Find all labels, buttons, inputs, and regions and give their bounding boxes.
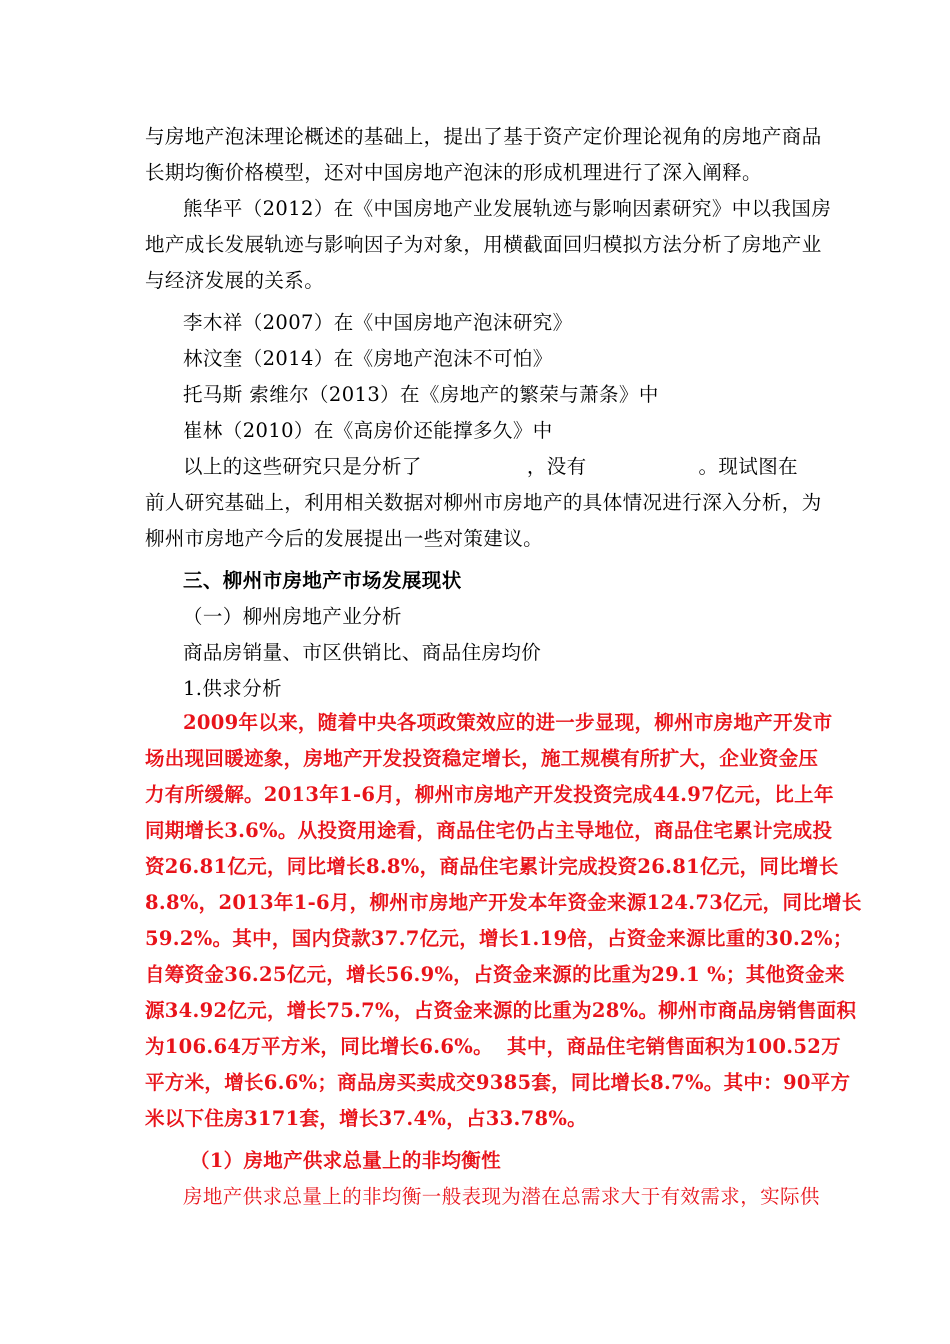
paragraph-line: 前人研究基础上，利用相关数据对柳州市房地产的具体情况进行深入分析，为 — [145, 491, 822, 514]
paragraph-line: 地产成长发展轨迹与影响因子为对象，用横截面回归模拟方法分析了房地产业 — [145, 233, 822, 256]
highlighted-paragraph-line: 资26.81亿元，同比增长8.8%，商品住宅累计完成投资26.81亿元，同比增长 — [145, 855, 839, 878]
highlighted-paragraph-line: 为106.64万平方米，同比增长6.6%。 其中，商品住宅销售面积为100.52万 — [145, 1035, 841, 1058]
highlighted-paragraph-line: 8.8%，2013年1-6月，柳州市房地产开发本年资金来源124.73亿元，同比增长 — [145, 891, 862, 914]
highlighted-paragraph-line: 59.2%。其中，国内贷款37.7亿元，增长1.19倍，占资金来源比重的30.2%； — [145, 927, 853, 950]
paragraph-line — [183, 454, 798, 480]
subsection-heading: 1.供求分析 — [183, 677, 283, 700]
paragraph-line: 与经济发展的关系。 — [145, 269, 325, 292]
highlighted-paragraph-line: 2009年以来，随着中央各项政策效应的进一步显现，柳州市房地产开发市 — [183, 711, 833, 734]
reference-item: 托马斯 索维尔（2013）在《房地产的繁荣与萧条》中 — [183, 383, 659, 406]
paragraph-line: 柳州市房地产今后的发展提出一些对策建议。 — [145, 527, 544, 550]
paragraph-line: 与房地产泡沫理论概述的基础上，提出了基于资产定价理论视角的房地产商品 — [145, 125, 822, 148]
reference-item: 李木祥（2007）在《中国房地产泡沫研究》 — [183, 311, 573, 334]
paragraph-line: 商品房销量、市区供销比、商品住房均价 — [183, 641, 542, 664]
reference-item: 崔林（2010）在《高房价还能撑多久》中 — [183, 419, 553, 442]
highlighted-paragraph-line: 平方米，增长6.6%；商品房买卖成交9385套，同比增长8.7%。其中：90平方 — [145, 1071, 851, 1094]
paragraph-line: 长期均衡价格模型，还对中国房地产泡沫的形成机理进行了深入阐释。 — [145, 161, 762, 184]
paragraph-line: 熊华平（2012）在《中国房地产业发展轨迹与影响因素研究》中以我国房 — [183, 197, 832, 220]
reference-item: 林汶奎（2014）在《房地产泡沫不可怕》 — [183, 347, 553, 370]
highlighted-paragraph-line: 房地产供求总量上的非均衡一般表现为潜在总需求大于有效需求，实际供 — [183, 1185, 820, 1208]
subsection-heading: （一）柳州房地产业分析 — [183, 605, 402, 628]
highlighted-paragraph-line: 源34.92亿元，增长75.7%，占资金来源的比重为28%。柳州市商品房销售面积 — [145, 999, 857, 1022]
highlighted-paragraph-line: 自筹资金36.25亿元，增长56.9%，占资金来源的比重为29.1 %；其他资金来 — [145, 963, 845, 986]
text-segment: ，没有 — [526, 455, 587, 478]
highlighted-paragraph-line: 场出现回暖迹象，房地产开发投资稳定增长，施工规模有所扩大，企业资金压 — [145, 747, 819, 770]
subsection-heading: （1）房地产供求总量上的非均衡性 — [190, 1149, 501, 1172]
text-segment: 。现试图在 — [698, 455, 799, 478]
highlighted-paragraph-line: 同期增长3.6%。从投资用途看，商品住宅仍占主导地位，商品住宅累计完成投 — [145, 819, 833, 842]
highlighted-paragraph-line: 力有所缓解。2013年1-6月，柳州市房地产开发投资完成44.97亿元，比上年 — [145, 783, 834, 806]
section-heading: 三、柳州市房地产市场发展现状 — [183, 569, 462, 592]
text-segment: 以上的这些研究只是分析了 — [183, 455, 422, 478]
highlighted-paragraph-line: 米以下住房3171套，增长37.4%，占33.78%。 — [145, 1107, 587, 1130]
